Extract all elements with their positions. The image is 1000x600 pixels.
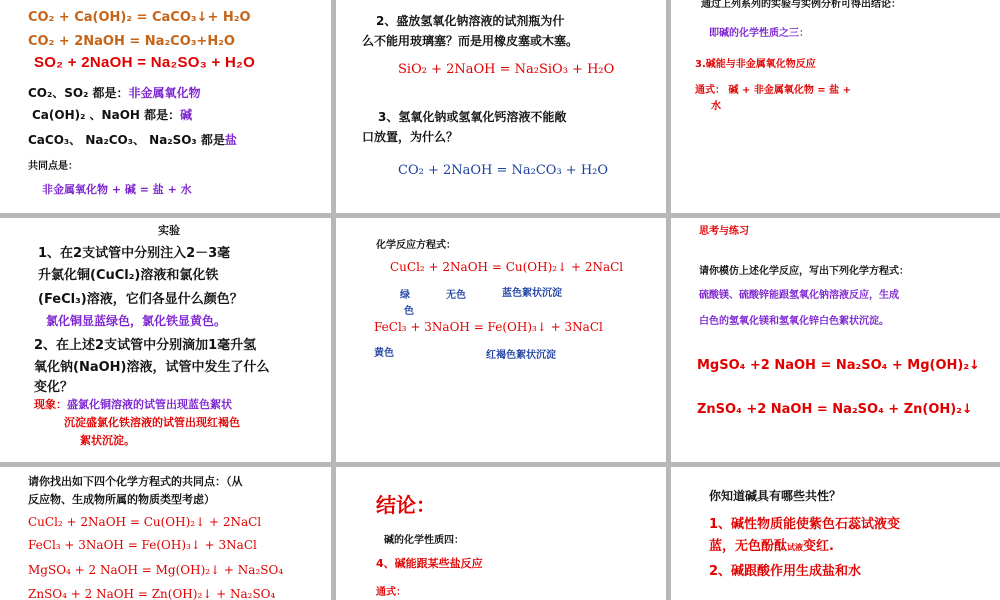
practice-desc1: 硫酸镁、硫酸锌能跟氢氧化钠溶液反应，生成 <box>699 290 899 301</box>
equation-cucl2: CuCl₂ + 2NaOH = Cu(OH)₂↓ + 2NaCl <box>390 260 624 274</box>
practice-title: 思考与练习 <box>699 226 749 237</box>
equation-fecl3: FeCl₃ + 3NaOH = Fe(OH)₃↓ + 3NaCl <box>374 320 603 334</box>
experiment-step1-line1: 1、在2支试管中分别注入2－3毫 <box>38 246 231 261</box>
equation-co2-caoh2: CO₂ + Ca(OH)₂ = CaCO₃↓+ H₂O <box>28 10 251 25</box>
equation-co2: CO₂ + 2NaOH = Na₂CO₃ + H₂O <box>398 163 609 178</box>
slide-5 <box>336 218 666 462</box>
base-label: Ca(OH)₂ 、NaOH 都是： <box>32 108 181 122</box>
equation-list-znso4: ZnSO₄ + 2 NaOH = Zn(OH)₂↓ + Na₂SO₄ <box>28 587 276 600</box>
equation-mgso4: MgSO₄ +2 NaOH = Na₂SO₄ + Mg(OH)₂↓ <box>697 358 980 373</box>
practice-desc2: 白色的氢氧化镁和氢氧化锌白色絮状沉淀。 <box>699 316 889 327</box>
property-four-label: 碱的化学性质四： <box>384 535 464 546</box>
slide-4 <box>0 218 331 462</box>
question-2-line2: 么不能用玻璃塞？而是用橡皮塞或木塞。 <box>362 34 579 48</box>
slide-1 <box>0 0 331 213</box>
oxide-type: 非金属氧化物 <box>128 86 201 100</box>
color-colorless: 无色 <box>446 290 466 301</box>
color-green-suffix: 色 <box>404 306 414 317</box>
question-2-line1: 2、盛放氢氧化钠溶液的试剂瓶为什 <box>376 14 565 28</box>
precipitate-blue: 蓝色絮状沉淀 <box>502 288 562 299</box>
oxide-label: CO₂、SO₂ 都是： <box>28 86 129 100</box>
experiment-step1-line3: (FeCl₃)溶液，它们各显什么颜色？ <box>38 292 243 307</box>
property-three-label: 即碱的化学性质之三： <box>709 28 809 39</box>
common-point-formula: 非金属氧化物 + 碱 = 盐 + 水 <box>42 183 192 196</box>
experiment-step2-line2: 氧化钠(NaOH)溶液，试管中发生了什么 <box>34 360 270 375</box>
property-acid-reaction: 2、碱跟酸作用生成盐和水 <box>709 564 862 579</box>
color-yellow: 黄色 <box>374 348 394 359</box>
general-formula-water: 水 <box>711 101 721 112</box>
slide-2 <box>336 0 666 213</box>
property-indicator-end: 变红. <box>803 539 834 554</box>
equation-so2-naoh: SO₂ + 2NaOH = Na₂SO₃ + H₂O <box>34 54 256 71</box>
practice-prompt: 请你模仿上述化学反应，写出下列化学方程式： <box>699 266 909 277</box>
base-type: 碱 <box>180 108 193 122</box>
observation-line2: 沉淀盛氯化铁溶液的试管出现红褐色 <box>64 416 240 429</box>
experiment-step2-line1: 2、在上述2支试管中分别滴加1毫升氢 <box>34 338 257 353</box>
slide-6 <box>671 218 1000 462</box>
property-four-title: 4、碱能跟某些盐反应 <box>376 557 483 570</box>
question-3-line1: 3、氢氧化钠或氢氧化钙溶液不能敞 <box>378 110 567 124</box>
slide-7 <box>0 467 331 600</box>
conclusion-title: 结论： <box>376 493 436 517</box>
observation-line3: 絮状沉淀。 <box>80 434 135 447</box>
salt-type: 盐 <box>224 133 237 147</box>
experiment-step2-line3: 变化？ <box>34 380 74 395</box>
equation-co2-naoh: CO₂ + 2NaOH = Na₂CO₃+H₂O <box>28 34 235 49</box>
precipitate-redbrown: 红褐色絮状沉淀 <box>486 350 556 361</box>
experiment-title: 实验 <box>158 224 180 237</box>
equation-sio2: SiO₂ + 2NaOH = Na₂SiO₃ + H₂O <box>398 62 615 77</box>
general-formula: 通式： 碱 + 非金属氧化物 = 盐 + <box>695 85 852 96</box>
equation-list-mgso4: MgSO₄ + 2 NaOH = Mg(OH)₂↓ + Na₂SO₄ <box>28 563 284 577</box>
equation-znso4: ZnSO₄ +2 NaOH = Na₂SO₄ + Zn(OH)₂↓ <box>697 402 973 417</box>
conclusion-intro: 通过上列系列的实验与实例分析可得出结论： <box>701 0 901 10</box>
equation-list-cucl2: CuCl₂ + 2NaOH = Cu(OH)₂↓ + 2NaCl <box>28 515 262 529</box>
salt-label: CaCO₃、 Na₂CO₃、 Na₂SO₃ 都是 <box>28 133 225 147</box>
property-indicator-line1: 1、碱性物质能使紫色石蕊试液变 <box>709 517 901 532</box>
property-indicator-small: 试液 <box>787 543 804 552</box>
general-formula-label: 通式： <box>376 587 406 598</box>
common-point-label: 共同点是： <box>28 161 78 172</box>
question-3-line2: 口放置，为什么？ <box>362 130 459 144</box>
property-indicator-line2: 蓝，无色酚酞 <box>709 539 788 554</box>
experiment-step1-line2: 升氯化铜(CuCl₂)溶液和氯化铁 <box>38 268 219 283</box>
observation-line1: 盛氯化铜溶液的试管出现蓝色絮状 <box>67 398 232 411</box>
color-green: 绿 <box>400 290 410 301</box>
color-answer: 氯化铜显蓝绿色，氯化铁显黄色。 <box>46 314 227 328</box>
observation-label: 现象： <box>34 398 67 411</box>
property-three-title: 3.碱能与非金属氧化物反应 <box>695 59 816 70</box>
slide-8 <box>336 467 666 600</box>
common-question-line1: 请你找出如下四个化学方程式的共同点：（从 <box>28 475 243 488</box>
slide-9 <box>671 467 1000 600</box>
reaction-title: 化学反应方程式： <box>376 240 456 251</box>
common-properties-question: 你知道碱具有哪些共性？ <box>709 489 842 503</box>
equation-list-fecl3: FeCl₃ + 3NaOH = Fe(OH)₃↓ + 3NaCl <box>28 538 257 552</box>
common-question-line2: 反应物、生成物所属的物质类型考虑） <box>28 493 215 506</box>
slide-3 <box>671 0 1000 213</box>
